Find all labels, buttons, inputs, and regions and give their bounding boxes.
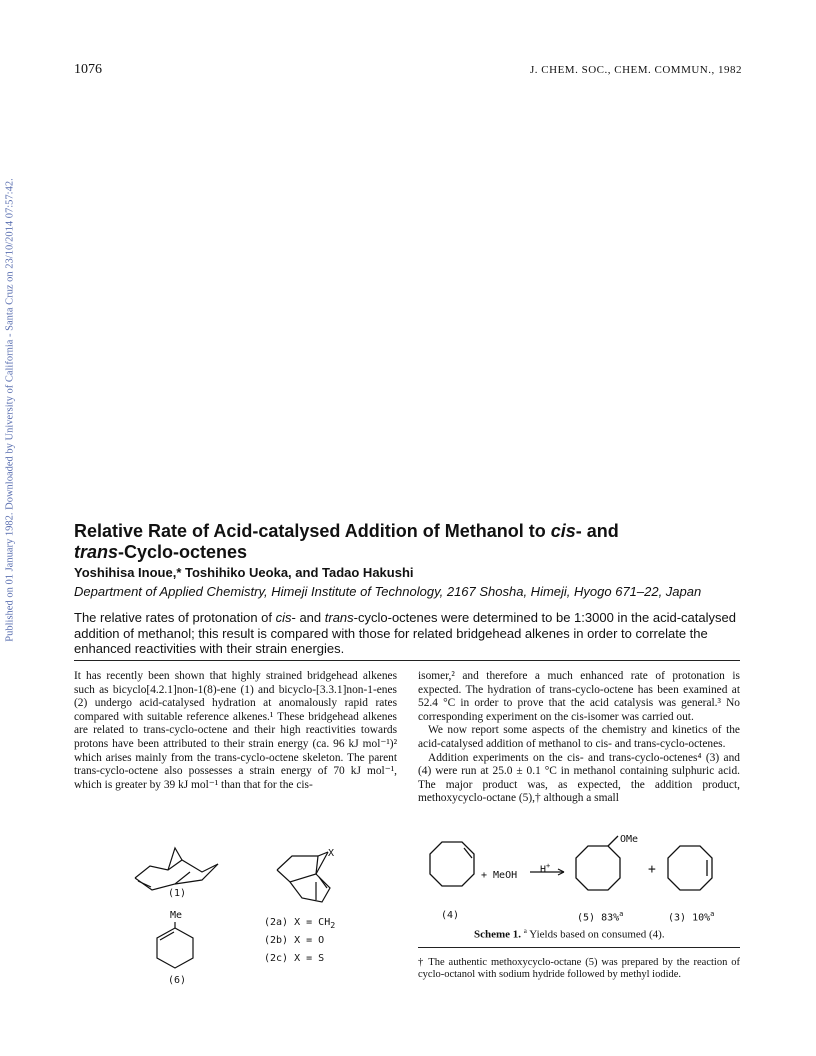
right-paragraph-1: isomer,² and therefore a much enhanced rate of protonation is expected. The hydration of trans-cyclo-octene has been examined at 52.4 °C in order to prove that the acid catalysis was general.³ No corresponding experiment on the cis-isomer was carried out. [418,670,740,723]
label-2a-text: (2a) X = CH [264,917,331,928]
footnote: † The authentic methoxycyclo-octane (5) was prepared by the reaction of cyclo-octanol with sodium hydride followed by methyl iodide. [418,957,740,980]
abstract-cis: cis [275,610,292,625]
left-column [74,670,397,792]
scheme-catalyst [540,862,550,875]
title-trans: trans [74,542,119,562]
scheme-label-4: (4) [441,910,460,921]
abstract-part: -cyclo-octenes were determined to be 1:3000 in the acid-catalysed addition of methanol; this result is compared with those for related bridgehead alkenes in order to correlate the enhanced reactivities with their strain energies. [74,610,736,656]
scheme-plus: + [648,862,656,877]
yield-3: (3) 10% [668,912,711,924]
label-2c: (2c) X = S [264,953,325,964]
page-number: 1076 [74,62,102,77]
x-label: X [328,848,335,859]
left-paragraph-1: It has recently been shown that highly strained bridgehead alkenes such as bicyclo[4.2.1]non-1(8)-ene (1) and bicyclo-[3.3.1]non-1-enes (2) undergo acid-catalysed hydration at anomalously rapid rates compared with suitable reference alkenes.¹ These bridgehead alkenes are related to trans-cyclo-octene and their high reactivities towards protons have been attributed to their strain energy (ca. 96 kJ mol⁻¹)² which arises mainly from the trans-cyclo-octene skeleton. The parent trans-cyclo-octene also possesses a strain energy of 70 kJ mol⁻¹, which is greater by 39 kJ mol⁻¹ than that for the cis- [74,670,397,791]
right-column [418,670,740,806]
label-6: (6) [168,975,187,986]
caption-label: Scheme 1. [474,928,522,941]
scheme-reagent: + MeOH [481,870,518,881]
article-title [74,521,774,563]
right-paragraph-3: Addition experiments on the cis- and trans-cyclo-octenes⁴ (3) and (4) were run at 25.0 ± 0.1 °C in methanol containing sulphuric acid. The major product was, as expected, the addition product, methoxycyclo-octane (5),† although a small [418,751,740,805]
scheme-label-5 [577,910,623,923]
methyl-label: Me [170,910,183,921]
abstract-part: The relative rates of protonation of [74,610,276,625]
yield-5-note: a [619,910,624,918]
footnote-rule [418,947,740,948]
title-part: Relative Rate of Acid-catalysed Addition of Methanol to [74,521,551,541]
caption-note: a [523,927,527,935]
scheme-1-graphic [428,840,738,902]
title-cis: cis [550,521,576,541]
download-note [3,180,17,640]
abstract [74,610,740,657]
caption-text: Yields based on consumed (4). [526,928,665,941]
scheme-caption [474,927,665,941]
journal-header: J. CHEM. SOC., CHEM. COMMUN., 1982 [530,64,742,76]
label-2a-sub: 2 [330,920,336,930]
label-2b: (2b) X = O [264,935,325,946]
title-part: -Cyclo-octenes [118,542,248,562]
title-part: - and [575,521,619,541]
catalyst-plus: + [546,862,551,870]
abstract-part: - and [291,610,325,625]
right-paragraph-2: We now report some aspects of the chemistry and kinetics of the acid-catalysed addition of methanol to cis- and trans-cyclo-octenes. [418,724,740,750]
structure-6 [145,922,205,972]
yield-3-note: a [710,910,715,918]
yield-5: (5) 83% [577,912,620,924]
affiliation: Department of Applied Chemistry, Himeji Institute of Technology, 2167 Shosha, Himeji, Hyogo 671–22, Japan [74,584,702,599]
label-2a [264,917,335,930]
structure-2 [272,852,342,907]
authors: Yoshihisa Inoue,* Toshihiko Ueoka, and Tadao Hakushi [74,565,414,580]
catalyst-h: H [540,864,547,876]
label-1: (1) [168,888,187,899]
ome-label: OMe [620,834,639,845]
download-note-text: Published on 01 January 1982. Downloaded by University of California - Santa Cruz on 23/10/2014 07:57:42. [4,178,16,642]
scheme-label-3 [668,910,714,923]
abstract-rule [74,660,740,661]
abstract-trans: trans [324,610,354,625]
